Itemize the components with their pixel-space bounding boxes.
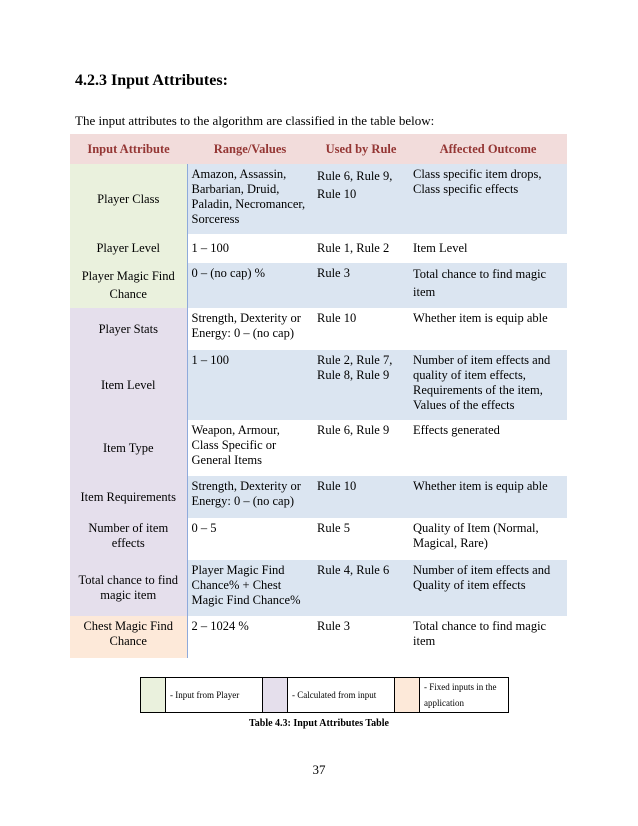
table-row	[70, 420, 567, 476]
table-row	[70, 616, 567, 658]
legend-swatch-calculated	[263, 678, 288, 713]
rule-cell: Rule 5	[317, 521, 350, 535]
rule-cell: Rule 4, Rule 6	[313, 560, 409, 616]
table-header-row	[70, 134, 567, 164]
outcome-cell: Effects generated	[413, 423, 500, 437]
range-cell: Weapon, Armour, Class Specific or General Items	[191, 423, 280, 467]
rule-cell: Rule 3	[317, 619, 350, 633]
outcome-cell: Total chance to find magic item	[409, 263, 567, 308]
rule-cell: Rule 1, Rule 2	[317, 241, 390, 255]
attribute-cell: Number of item effects	[70, 518, 187, 560]
header-affected-outcome: Affected Outcome	[409, 134, 567, 164]
range-cell: Amazon, Assassin, Barbarian, Druid, Paladin, Necromancer, Sorceress	[187, 164, 313, 234]
page-number: 37	[312, 762, 326, 777]
range-cell: 0 – 5	[191, 521, 217, 535]
attribute-cell: Chest Magic Find Chance	[70, 616, 187, 658]
outcome-cell: Quality of Item (Normal, Magical, Rare)	[413, 521, 539, 550]
input-attributes-table	[70, 134, 567, 658]
header-input-attribute: Input Attribute	[70, 134, 187, 164]
attribute-cell: Player Magic Find Chance	[70, 263, 187, 308]
range-cell: 1 – 100	[187, 350, 313, 420]
outcome-cell: Number of item effects and Quality of item effects	[409, 560, 567, 616]
table-row	[70, 234, 567, 263]
range-cell: Strength, Dexterity or Energy: 0 – (no cap)	[187, 476, 313, 518]
table-row	[70, 560, 567, 616]
section-heading: 4.2.3 Input Attributes:	[75, 72, 228, 89]
rule-cell: Rule 6, Rule 9, Rule 10	[313, 164, 409, 234]
rule-cell: Rule 10	[317, 311, 357, 325]
legend-label-player: - Input from Player	[166, 678, 263, 713]
header-range-values: Range/Values	[187, 134, 313, 164]
rule-cell: Rule 3	[313, 263, 409, 308]
outcome-cell: Item Level	[413, 241, 468, 255]
color-legend	[140, 677, 509, 713]
attribute-cell: Player Class	[70, 164, 187, 234]
legend-swatch-fixed	[395, 678, 420, 713]
attribute-cell: Item Level	[70, 350, 187, 420]
header-used-by-rule: Used by Rule	[313, 134, 409, 164]
table-row	[70, 263, 567, 308]
legend-label-calculated: - Calculated from input	[288, 678, 395, 713]
intro-text: The input attributes to the algorithm are classified in the table below:	[75, 113, 435, 128]
rule-cell: Rule 2, Rule 7, Rule 8, Rule 9	[313, 350, 409, 420]
outcome-cell: Total chance to find magic item	[413, 619, 547, 648]
outcome-cell: Whether item is equip able	[413, 311, 548, 325]
table-row	[70, 164, 567, 234]
attribute-cell: Total chance to find magic item	[70, 560, 187, 616]
legend-swatch-player	[141, 678, 166, 713]
range-cell: Strength, Dexterity or Energy: 0 – (no cap)	[191, 311, 301, 340]
range-cell: 1 – 100	[191, 241, 229, 255]
table-row	[70, 518, 567, 560]
attribute-cell: Item Type	[70, 420, 187, 476]
legend-label-fixed: - Fixed inputs in the application	[420, 678, 509, 713]
table-row	[70, 308, 567, 350]
range-cell: 2 – 1024 %	[191, 619, 249, 633]
attribute-cell: Item Requirements	[70, 476, 187, 518]
outcome-cell: Whether item is equip able	[409, 476, 567, 518]
attribute-cell: Player Stats	[70, 308, 187, 350]
outcome-cell: Number of item effects and quality of item effects, Requirements of the item, Values of the effects	[409, 350, 567, 420]
range-cell: 0 – (no cap) %	[187, 263, 313, 308]
outcome-cell: Class specific item drops, Class specific effects	[409, 164, 567, 234]
range-cell: Player Magic Find Chance% + Chest Magic Find Chance%	[187, 560, 313, 616]
table-caption: Table 4.3: Input Attributes Table	[249, 718, 389, 729]
table-row	[70, 350, 567, 420]
attribute-cell: Player Level	[70, 234, 187, 263]
rule-cell: Rule 6, Rule 9	[317, 423, 390, 437]
table-row	[70, 476, 567, 518]
rule-cell: Rule 10	[313, 476, 409, 518]
